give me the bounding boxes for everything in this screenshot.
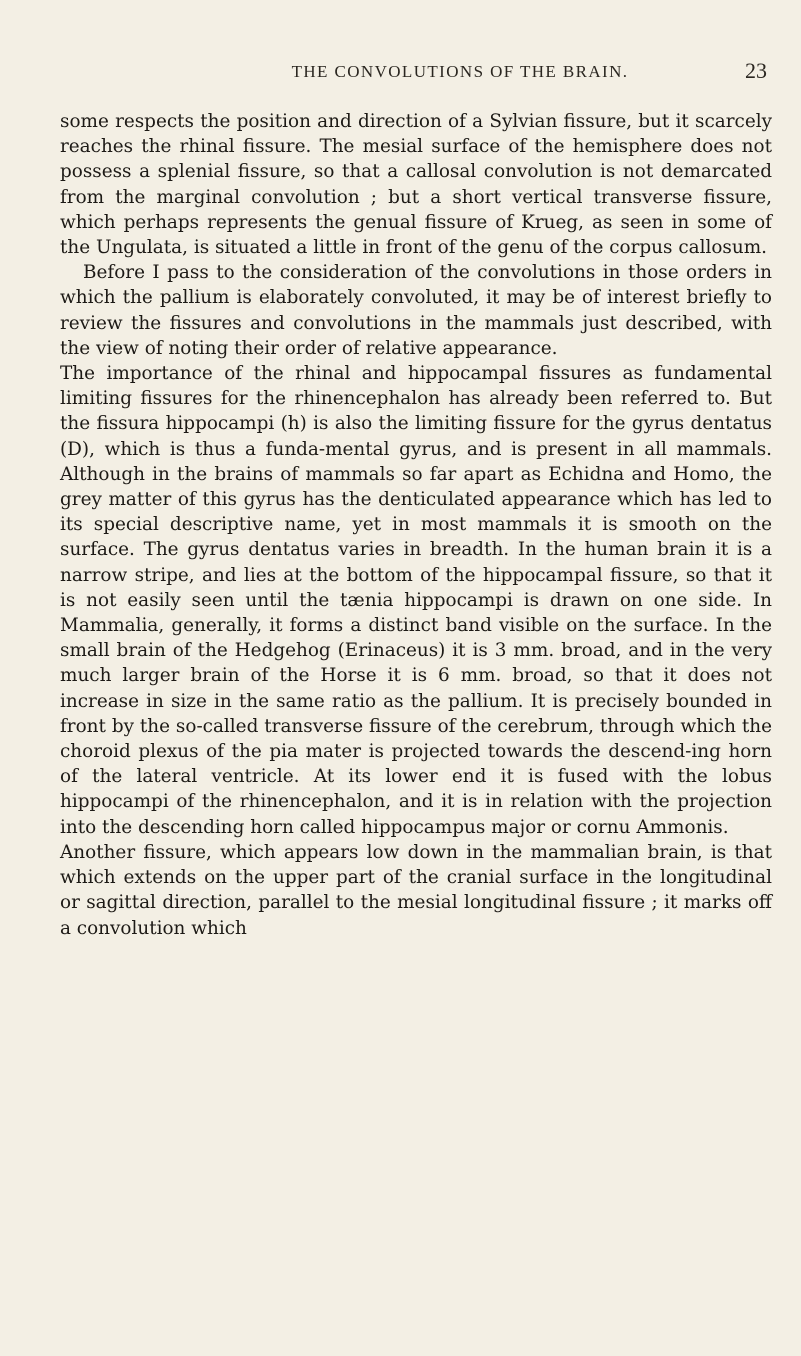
paragraph-another-fissure: Another fissure, which appears low down in the mammalian brain, is that which extends on the upper part of the cranial surface in the longitudinal or sagittal direction, parallel to the mesial longitudinal fissure ; it marks off a convolution which bbox=[60, 841, 772, 939]
paragraph-review-intro: Before I pass to the consideration of the convolutions in those orders in which the pallium is elaborately convoluted, it may be of interest briefly to review the fissures and convolutions in the mammals just described, with the view of noting their order of relative appearance. bbox=[60, 262, 772, 359]
paragraph-continuation: some respects the position and direction of a Sylvian fissure, but it scarcely reaches the rhinal fissure. The mesial surface of the hemisphere does not possess a splenial fissure, so that a callosal convolution is not demarcated from the marginal convolution ; but a short vertical transverse fissure, which perhaps represents the genual fissure of Krueg, as seen in some of the Ungulata, is situated a little in front of the genu of the corpus callosum. bbox=[60, 111, 772, 259]
page-number: 23 bbox=[745, 58, 767, 83]
running-title: THE CONVOLUTIONS OF THE BRAIN. bbox=[291, 62, 629, 81]
paragraph-gyrus-dentatus: The importance of the rhinal and hippocampal fissures as fundamental limiting fissures for the rhinencephalon has already been referred to. But the fissura hippocampi (h) is also the limiting fissure for the gyrus dentatus (D), which is thus a funda-mental gyrus, and is present in all mammals. Although in the brains of mammals so far apart as Echidna and Homo, the grey matter of this gyrus has the denticulated appearance which has led to its special descriptive name, yet in most mammals it is smooth on the surface. The gyrus dentatus varies in breadth. In the human brain it is a narrow stripe, and lies at the bottom of the hippocampal fissure, so that it is not easily seen until the tænia hippocampi is drawn on one side. In Mammalia, generally, it forms a distinct band visible on the surface. In the small brain of the Hedgehog (Erinaceus) it is 3 mm. broad, and in the very much larger brain of the Horse it is 6 mm. broad, so that it does not increase in size in the same ratio as the pallium. It is precisely bounded in front by the so-called transverse fissure of the cerebrum, through which the choroid plexus of the pia mater is projected towards the descend-ing horn of the lateral ventricle. At its lower end it is fused with the lobus hippocampi of the rhinencephalon, and it is in relation with the projection into the descending horn called hippocampus major or cornu Ammonis. bbox=[60, 363, 772, 838]
body-text bbox=[60, 109, 772, 941]
